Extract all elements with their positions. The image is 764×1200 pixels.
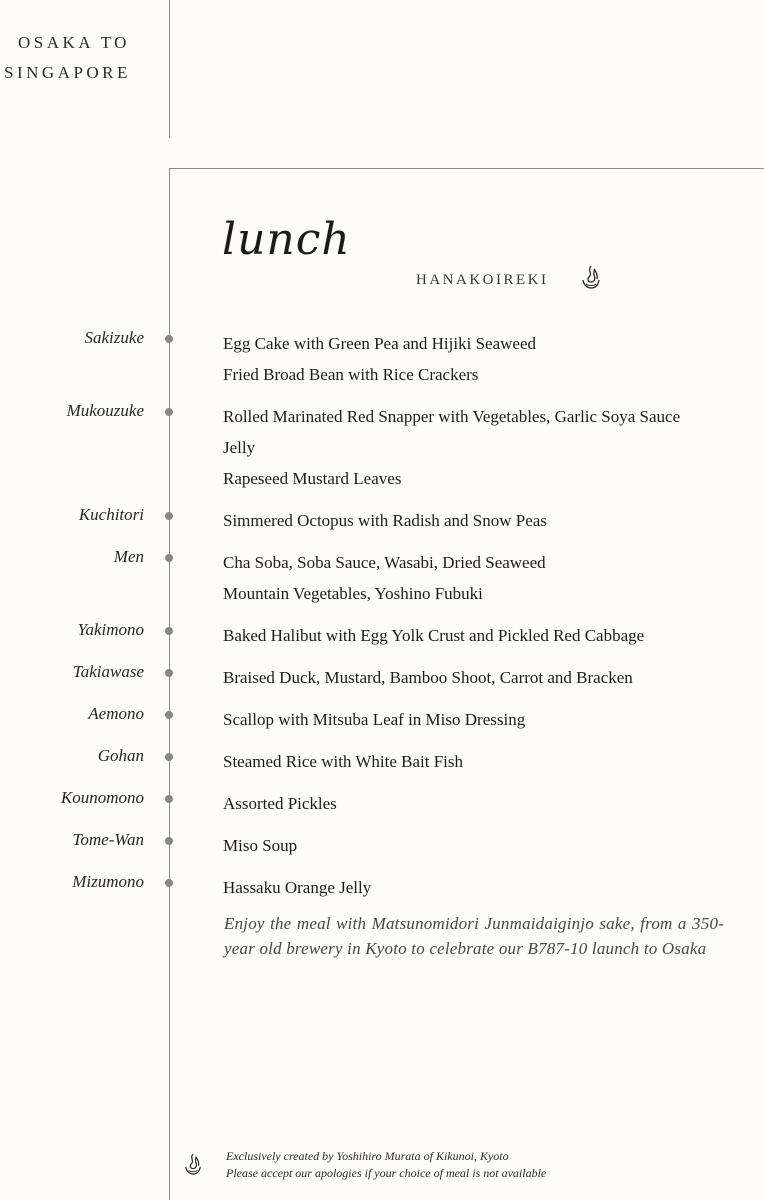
course-marker-dot <box>165 669 173 677</box>
footer-chef-credit: Exclusively created by Yoshihiro Murata of Kikunoi, Kyoto <box>226 1149 509 1163</box>
course-dish: Mountain Vegetables, Yoshino Fubuki <box>223 584 483 603</box>
course-dish: Braised Duck, Mustard, Bamboo Shoot, Carrot and Bracken <box>223 668 633 687</box>
menu-title: lunch <box>222 214 351 265</box>
route-destination: SINGAPORE <box>4 63 131 82</box>
course-items <box>223 830 753 861</box>
course-row <box>0 401 764 494</box>
course-row <box>0 620 764 651</box>
course-items <box>223 746 753 777</box>
course-items <box>223 872 753 903</box>
course-items <box>223 401 753 494</box>
course-dish: Jelly <box>223 438 256 457</box>
course-items <box>223 620 753 651</box>
course-name: Takiawase <box>72 662 144 681</box>
course-items <box>223 328 753 390</box>
course-row <box>0 830 764 861</box>
course-items <box>223 788 753 819</box>
course-row <box>0 746 764 777</box>
course-dish: Cha Soba, Soba Sauce, Wasabi, Dried Seaweed <box>223 553 546 572</box>
course-items <box>223 505 753 536</box>
course-list <box>0 328 764 914</box>
course-name: Aemono <box>88 704 144 723</box>
course-dish: Egg Cake with Green Pea and Hijiki Seaweed <box>223 334 536 353</box>
course-items <box>223 704 753 735</box>
course-dish: Miso Soup <box>223 836 298 855</box>
course-marker-dot <box>165 408 173 416</box>
flame-emblem-icon <box>580 264 602 290</box>
course-name: Mukouzuke <box>66 401 144 420</box>
course-marker-dot <box>165 512 173 520</box>
course-marker-dot <box>165 795 173 803</box>
course-marker-dot <box>165 837 173 845</box>
course-name: Mizumono <box>72 872 144 891</box>
course-marker-dot <box>165 335 173 343</box>
course-name: Kounomono <box>60 788 144 807</box>
course-marker-dot <box>165 627 173 635</box>
course-row <box>0 872 764 903</box>
course-name: Yakimono <box>77 620 144 639</box>
course-row <box>0 662 764 693</box>
course-dish: Rolled Marinated Red Snapper with Vegetables, Garlic Soya Sauce <box>223 407 681 426</box>
course-marker-dot <box>165 711 173 719</box>
course-marker-dot <box>165 879 173 887</box>
course-dish: Hassaku Orange Jelly <box>223 878 372 897</box>
menu-subtitle: HANAKOIREKI <box>416 272 549 288</box>
course-row <box>0 505 764 536</box>
course-marker-dot <box>165 753 173 761</box>
footer-apology: Please accept our apologies if your choice of meal is not available <box>226 1166 547 1180</box>
course-name: Men <box>113 547 144 566</box>
course-row <box>0 328 764 390</box>
route-origin: OSAKA TO <box>18 33 130 52</box>
course-row <box>0 788 764 819</box>
course-items <box>223 662 753 693</box>
footer-credits <box>226 1148 546 1182</box>
divider-top <box>169 0 170 138</box>
course-dish: Fried Broad Bean with Rice Crackers <box>223 365 479 384</box>
course-name: Tome-Wan <box>72 830 144 849</box>
course-dish: Assorted Pickles <box>223 794 337 813</box>
course-dish: Baked Halibut with Egg Yolk Crust and Pickled Red Cabbage <box>223 626 645 645</box>
course-dish: Rapeseed Mustard Leaves <box>223 469 402 488</box>
course-name: Gohan <box>97 746 144 765</box>
course-name: Kuchitori <box>78 505 144 524</box>
flame-emblem-icon <box>183 1152 203 1176</box>
course-items <box>223 547 753 609</box>
course-marker-dot <box>165 554 173 562</box>
course-row <box>0 704 764 735</box>
course-row <box>0 547 764 609</box>
course-name: Sakizuke <box>84 328 144 347</box>
route-header <box>4 28 164 88</box>
sake-note: Enjoy the meal with Matsunomidori Junmaidaiginjo sake, from a 350-year old brewery in Kyoto to celebrate our B787-10 launch to Osaka <box>224 914 724 958</box>
course-dish: Simmered Octopus with Radish and Snow Peas <box>223 511 547 530</box>
course-dish: Scallop with Mitsuba Leaf in Miso Dressing <box>223 710 526 729</box>
divider-horizontal <box>169 168 764 169</box>
course-dish: Steamed Rice with White Bait Fish <box>223 752 464 771</box>
